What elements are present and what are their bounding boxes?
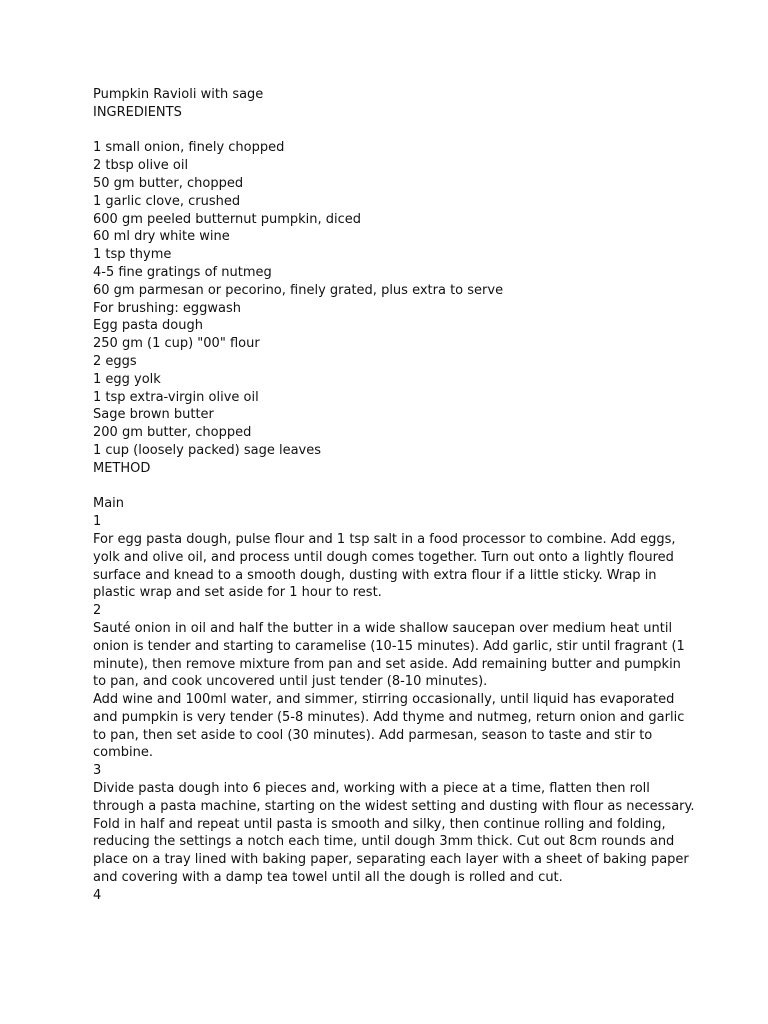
step-number: 2 (93, 603, 102, 619)
ingredient-item: 60 ml dry white wine (93, 229, 230, 245)
ingredient-item: 50 gm butter, chopped (93, 175, 244, 191)
step-text-line: Divide pasta dough into 6 pieces and, working with a piece at a time, flatten then roll (93, 781, 650, 797)
step-text-line: plastic wrap and set aside for 1 hour to rest. (93, 585, 382, 601)
step-text-line: Fold in half and repeat until pasta is smooth and silky, then continue rolling and folding, (93, 816, 666, 832)
ingredient-item: 4-5 fine gratings of nutmeg (93, 264, 272, 280)
step-text-line: surface and knead to a smooth dough, dusting with extra flour if a little sticky. Wrap in (93, 567, 657, 583)
ingredient-item: 1 small onion, finely chopped (93, 140, 285, 156)
step-text-line: and pumpkin is very tender (5-8 minutes). Add thyme and nutmeg, return onion and garlic (93, 709, 685, 725)
step-text-line: place on a tray lined with baking paper, separating each layer with a sheet of baking paper (93, 852, 689, 868)
step-text-line: combine. (93, 745, 153, 761)
step-text-line: through a pasta machine, starting on the widest setting and dusting with flour as necessary. (93, 798, 695, 814)
ingredient-item: 250 gm (1 cup) "00" flour (93, 336, 260, 352)
ingredient-item: For brushing: eggwash (93, 300, 242, 316)
ingredients-list (93, 139, 693, 459)
recipe-title: Pumpkin Ravioli with sage (93, 87, 264, 102)
ingredient-item: Sage brown butter (93, 407, 214, 423)
ingredient-item: 1 tsp extra-virgin olive oil (93, 389, 259, 405)
step-text-line: Add wine and 100ml water, and simmer, stirring occasionally, until liquid has evaporated (93, 692, 675, 708)
ingredient-item: 600 gm peeled butternut pumpkin, diced (93, 211, 362, 227)
step-text-line: yolk and olive oil, and process until dough comes together. Turn out onto a lightly floured (93, 549, 674, 565)
step-text-line: to pan, and cook uncovered until just tender (8-10 minutes). (93, 674, 488, 690)
step-text-line: and covering with a damp tea towel until all the dough is rolled and cut. (93, 870, 563, 886)
step-text-line: Sauté onion in oil and half the butter in a wide shallow saucepan over medium heat until (93, 620, 673, 636)
step-text-line: For egg pasta dough, pulse flour and 1 tsp salt in a food processor to combine. Add eggs, (93, 531, 676, 547)
ingredient-item: 2 tbsp olive oil (93, 158, 189, 174)
ingredient-item: 1 cup (loosely packed) sage leaves (93, 442, 322, 458)
method-steps (93, 513, 693, 905)
ingredient-item: 1 garlic clove, crushed (93, 193, 241, 209)
step-number: 3 (93, 763, 102, 779)
step-text-line: minute), then remove mixture from pan and set aside. Add remaining butter and pumpkin (93, 656, 681, 672)
ingredients-heading: INGREDIENTS (93, 104, 182, 120)
step-text-line: onion is tender and starting to caramelise (10-15 minutes). Add garlic, stir until fragrant (1 (93, 638, 685, 654)
method-section-label: Main (93, 496, 125, 512)
step-number: 4 (93, 887, 102, 903)
method-heading: METHOD (93, 460, 151, 476)
step-text-line: reducing the settings a notch each time, until dough 3mm thick. Cut out 8cm rounds and (93, 834, 675, 850)
ingredient-item: 1 egg yolk (93, 371, 161, 387)
spacer (93, 122, 693, 140)
ingredient-item: 1 tsp thyme (93, 247, 172, 263)
ingredient-item: 2 eggs (93, 353, 137, 369)
spacer (93, 478, 693, 496)
step-text-line: to pan, then set aside to cool (30 minutes). Add parmesan, season to taste and stir to (93, 727, 653, 743)
recipe-document (93, 86, 693, 905)
ingredient-item: 200 gm butter, chopped (93, 425, 252, 441)
ingredient-item: 60 gm parmesan or pecorino, finely grated, plus extra to serve (93, 282, 504, 298)
ingredient-item: Egg pasta dough (93, 318, 203, 334)
step-number: 1 (93, 514, 102, 530)
